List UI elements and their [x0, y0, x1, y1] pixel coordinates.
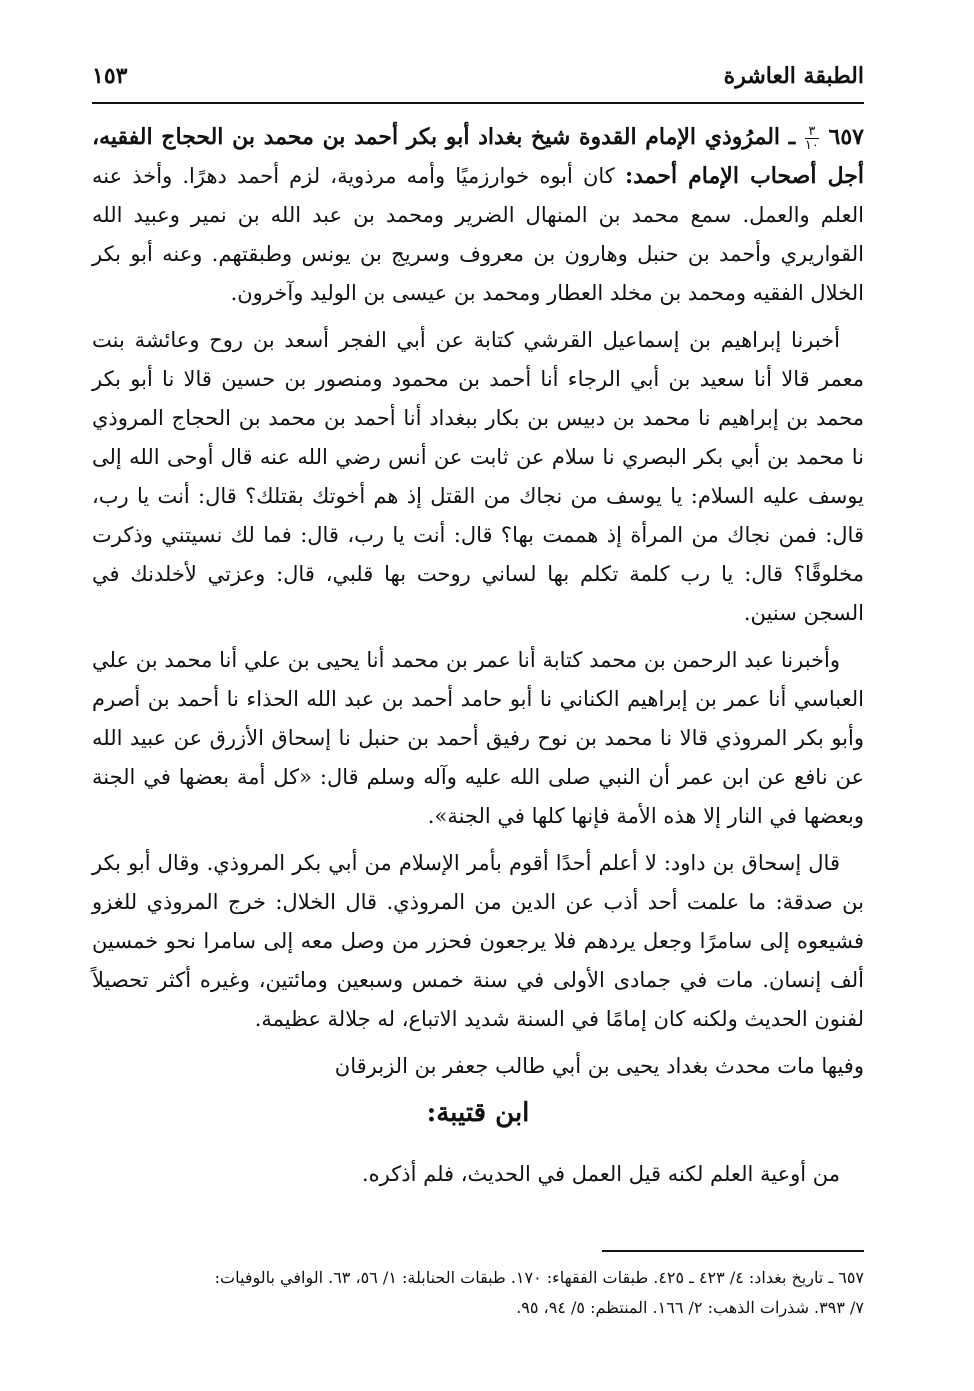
- death-note: وفيها مات محدث بغداد يحيى بن أبي طالب جعفر بن الزبرقان: [334, 1054, 864, 1078]
- entry-paragraph-1: [92, 118, 864, 313]
- fraction-numerator: ٣: [808, 124, 816, 139]
- header-divider: [92, 102, 864, 104]
- hadith-paragraph-2: وأخبرنا عبد الرحمن بن محمد كتابة أنا عمر بن محمد أنا يحيى بن علي أنا محمد بن علي العباسي أنا عمر بن إبراهيم الكناني نا أبو حامد أحمد بن عبد الله الحذاء نا أحمد بن أصرم وأبو بكر المروذي قالا نا محمد بن نوح رفيق أحمد بن حنبل نا إسحاق الأزرق عن عبيد الله عن نافع عن ابن عمر أن النبي صلى الله عليه وآله وسلم قال: «كل أمة بعضها في الجنة وبعضها في النار إلا هذه الأمة فإنها كلها في الجنة».: [92, 648, 864, 828]
- hadith-paragraph-1: أخبرنا إبراهيم بن إسماعيل القرشي كتابة عن أبي الفجر أسعد بن روح وعائشة بنت معمر قالا أنا سعيد بن أبي الرجاء أنا أحمد بن محمود ومنصور بن حسين قالا نا أبو بكر محمد بن إبراهيم نا محمد بن دبيس بن بكار ببغداد أنا أحمد بن محمد بن الحجاج المروذي نا محمد بن أبي بكر البصري نا سلام عن ثابت عن أنس رضي الله عنه قال أوحى الله إلى يوسف عليه السلام: يا يوسف من نجاك من القتل إذ هم أخوتك بقتلك؟ قال: أنت يا رب، قال: فمن نجاك من المرأة إذ هممت بها؟ قال: أنت يا رب، قال: فما لك نسيتني وذكرت مخلوقًا؟ قال: يا رب كلمة تكلم بها لساني روحت بها قلبي، قال: وعزتي لأخلدنك في السجن سنين.: [92, 328, 864, 625]
- running-header: [92, 56, 864, 96]
- footnotes: [92, 1263, 864, 1323]
- footnote-line-2: ٧/ ٣٩٣. شذرات الذهب: ٢/ ١٦٦. المنتظم: ٥/ ٩٤، ٩٥.: [516, 1298, 864, 1317]
- section-heading: ابن قتيبة:: [426, 1098, 530, 1128]
- section-text: من أوعية العلم لكنه قيل العمل في الحديث، فلم أذكره.: [362, 1162, 840, 1186]
- entry-fraction: [805, 125, 819, 152]
- fraction-denominator: ١٠: [804, 138, 819, 153]
- footnote-divider: [602, 1250, 864, 1252]
- entry-biography: كان أبوه خوارزميًا وأمه مرذوية، لزم أحمد دهرًا. وأخذ عنه العلم والعمل. سمع محمد بن المنهال الضرير ومحمد بن عبد الله بن نمير وعبيد الله القواريري وأحمد بن حنبل وهارون بن معروف وسريج بن يونس وطبقتهم. وعنه أبو بكر الخلال الفقيه ومحمد بن مخلد العطار ومحمد بن عيسى بن الوليد وآخرون.: [92, 164, 864, 305]
- footnote-line-1: ٦٥٧ ـ تاريخ بغداد: ٤/ ٤٢٣ ـ ٤٢٥. طبقات الفقهاء: ١٧٠. طبقات الحنابلة: ١/ ٥٦، ٦٣. الوافي بالوفيات:: [214, 1268, 864, 1287]
- main-text: [92, 118, 864, 1202]
- page-number: ١٥٣: [92, 63, 128, 89]
- entry-heading: ـ المرُوذي الإمام القدوة شيخ بغداد أبو بكر أحمد بن محمد بن الحجاج الفقيه، أجل أصحاب الإمام أحمد:: [92, 124, 864, 189]
- praise-paragraph: قال إسحاق بن داود: لا أعلم أحدًا أقوم بأمر الإسلام من أبي بكر المروذي. وقال أبو بكر بن صدقة: ما علمت أحد أذب عن الدين من المروذي. قال الخلال: خرج المروذي للغزو فشيعوه إلى سامرًا وجعل يردهم فلا يرجعون فحزر من وصل معه إلى سامرا نحو خمسين ألف إنسان. مات في جمادى الأولى في سنة خمس وسبعين ومائتين، وغيره أكثر تحصيلاً لفنون الحديث ولكنه كان إمامًا في السنة شديد الاتباع، له جلالة عظيمة.: [92, 851, 864, 1031]
- running-title: الطبقة العاشرة: [723, 63, 864, 89]
- entry-number: ٦٥٧: [828, 124, 864, 150]
